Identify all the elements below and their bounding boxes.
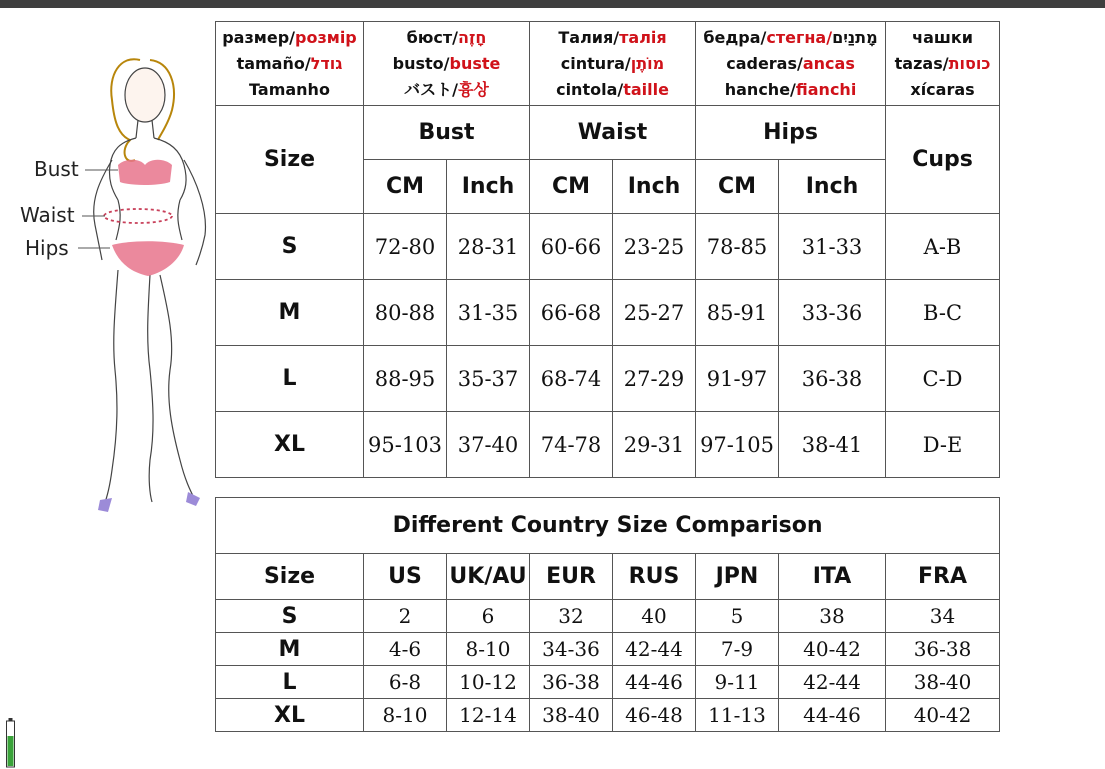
- header-text: ancas: [802, 53, 855, 73]
- comparison-header-row: [216, 554, 1000, 600]
- table-cell: 2: [364, 600, 447, 633]
- header-line: [696, 51, 885, 77]
- table-cell: 6-8: [364, 666, 447, 699]
- header-text: מוֹתֶן: [630, 53, 665, 73]
- header-text: גודל: [310, 53, 343, 73]
- table-cell: 44-46: [613, 666, 696, 699]
- table-row: [216, 633, 1000, 666]
- header-line: [886, 51, 999, 77]
- bust-inch-header: Inch: [447, 160, 530, 214]
- table-cell: 10-12: [447, 666, 530, 699]
- header-line: [886, 25, 999, 51]
- hips-inch-cell: 36-38: [779, 346, 886, 412]
- size-cell: XL: [216, 412, 364, 478]
- header-text: tamaño/: [236, 53, 311, 73]
- table-cell: 34-36: [530, 633, 613, 666]
- table-cell: 9-11: [696, 666, 779, 699]
- header-text: כוסות: [948, 53, 991, 73]
- table-row: [216, 214, 1000, 280]
- bust-cm-header: CM: [364, 160, 447, 214]
- multilang-size-header: [216, 22, 364, 106]
- size-header: Size: [216, 106, 364, 214]
- table-cell: 8-10: [447, 633, 530, 666]
- header-line: [216, 25, 363, 51]
- header-text: מָתנַיִם: [832, 27, 878, 47]
- size-cell: S: [216, 600, 364, 633]
- table-cell: 8-10: [364, 699, 447, 732]
- column-header: ITA: [779, 554, 886, 600]
- header-text: חָזֶה: [457, 27, 487, 47]
- table-cell: 5: [696, 600, 779, 633]
- table-cell: 38-40: [530, 699, 613, 732]
- multilang-header-row: [216, 22, 1000, 106]
- multilang-cups-header: [886, 22, 1000, 106]
- table-cell: 46-48: [613, 699, 696, 732]
- header-text: バスト/: [404, 79, 458, 99]
- header-line: [696, 77, 885, 103]
- cups-cell: B-C: [886, 280, 1000, 346]
- waist-inch-cell: 23-25: [613, 214, 696, 280]
- header-text: buste: [449, 53, 501, 73]
- header-text: стегна/: [766, 27, 833, 47]
- size-cell: L: [216, 346, 364, 412]
- header-text: Талия/: [558, 27, 620, 47]
- table-cell: 40-42: [779, 633, 886, 666]
- hips-label: Hips: [25, 236, 69, 260]
- header-text: cintura/: [560, 53, 631, 73]
- hips-cm-cell: 97-105: [696, 412, 779, 478]
- table-cell: 44-46: [779, 699, 886, 732]
- header-text: розмір: [295, 27, 357, 47]
- model-illustration: [0, 40, 215, 520]
- column-header: US: [364, 554, 447, 600]
- column-header: RUS: [613, 554, 696, 600]
- multilang-bust-header: [364, 22, 530, 106]
- table-row: [216, 346, 1000, 412]
- header-text: tazas/: [894, 53, 949, 73]
- column-header: UK/AU: [447, 554, 530, 600]
- waist-cm-cell: 68-74: [530, 346, 613, 412]
- waist-cm-cell: 66-68: [530, 280, 613, 346]
- header-line: [530, 77, 695, 103]
- size-cell: M: [216, 280, 364, 346]
- waist-cm-cell: 74-78: [530, 412, 613, 478]
- header-line: [886, 77, 999, 103]
- top-bar: [0, 0, 1105, 8]
- waist-inch-cell: 29-31: [613, 412, 696, 478]
- table-cell: 42-44: [779, 666, 886, 699]
- table-cell: 7-9: [696, 633, 779, 666]
- waist-inch-header: Inch: [613, 160, 696, 214]
- waist-inch-cell: 27-29: [613, 346, 696, 412]
- header-line: [216, 77, 363, 103]
- table-cell: 36-38: [530, 666, 613, 699]
- hips-cm-cell: 78-85: [696, 214, 779, 280]
- table-cell: 42-44: [613, 633, 696, 666]
- hips-cm-cell: 91-97: [696, 346, 779, 412]
- hips-cm-cell: 85-91: [696, 280, 779, 346]
- header-text: талія: [619, 27, 667, 47]
- table-cell: 40-42: [886, 699, 1000, 732]
- header-line: [216, 51, 363, 77]
- waist-cm-cell: 60-66: [530, 214, 613, 280]
- header-line: [364, 77, 529, 103]
- waist-header: Waist: [530, 106, 696, 160]
- bust-cm-cell: 95-103: [364, 412, 447, 478]
- hips-inch-cell: 38-41: [779, 412, 886, 478]
- country-comparison-table: [215, 497, 1000, 732]
- hips-cm-header: CM: [696, 160, 779, 214]
- hips-inch-cell: 31-33: [779, 214, 886, 280]
- size-cell: L: [216, 666, 364, 699]
- column-header: Size: [216, 554, 364, 600]
- header-text: чашки: [912, 27, 973, 47]
- header-text: fianchi: [795, 79, 857, 99]
- cups-header: Cups: [886, 106, 1000, 214]
- bust-cm-cell: 72-80: [364, 214, 447, 280]
- table-row: [216, 412, 1000, 478]
- table-cell: 36-38: [886, 633, 1000, 666]
- bust-cm-cell: 88-95: [364, 346, 447, 412]
- table-cell: 40: [613, 600, 696, 633]
- table-cell: 32: [530, 600, 613, 633]
- hips-inch-cell: 33-36: [779, 280, 886, 346]
- bust-cm-cell: 80-88: [364, 280, 447, 346]
- table-row: [216, 600, 1000, 633]
- header-line: [696, 25, 885, 51]
- battery-icon: [6, 718, 15, 768]
- waist-cm-header: CM: [530, 160, 613, 214]
- table-cell: 34: [886, 600, 1000, 633]
- bust-label: Bust: [34, 157, 79, 181]
- header-text: размер/: [222, 27, 295, 47]
- header-text: Tamanho: [249, 79, 330, 99]
- table-cell: 6: [447, 600, 530, 633]
- size-cell: XL: [216, 699, 364, 732]
- bust-inch-cell: 37-40: [447, 412, 530, 478]
- table-row: [216, 699, 1000, 732]
- header-text: бедра/: [703, 27, 767, 47]
- header-text: caderas/: [726, 53, 803, 73]
- table-row: [216, 280, 1000, 346]
- header-line: [530, 25, 695, 51]
- table-row: [216, 666, 1000, 699]
- header-text: taille: [623, 79, 669, 99]
- size-chart-table: [215, 21, 1000, 478]
- hips-header: Hips: [696, 106, 886, 160]
- table-cell: 11-13: [696, 699, 779, 732]
- header-text: 흉상: [457, 79, 489, 99]
- header-text: xícaras: [910, 79, 975, 99]
- cups-cell: D-E: [886, 412, 1000, 478]
- multilang-waist-header: [530, 22, 696, 106]
- table-cell: 38: [779, 600, 886, 633]
- header-text: cintola/: [556, 79, 624, 99]
- header-text: hanche/: [724, 79, 796, 99]
- table-cell: 38-40: [886, 666, 1000, 699]
- column-header: EUR: [530, 554, 613, 600]
- model-figure: [0, 40, 215, 520]
- column-header: JPN: [696, 554, 779, 600]
- size-cell: S: [216, 214, 364, 280]
- bust-inch-cell: 28-31: [447, 214, 530, 280]
- multilang-hips-header: [696, 22, 886, 106]
- column-header: FRA: [886, 554, 1000, 600]
- header-line: [364, 25, 529, 51]
- table-cell: 4-6: [364, 633, 447, 666]
- header-text: busto/: [392, 53, 450, 73]
- cups-cell: C-D: [886, 346, 1000, 412]
- header-text: бюст/: [406, 27, 458, 47]
- bust-inch-cell: 35-37: [447, 346, 530, 412]
- cups-cell: A-B: [886, 214, 1000, 280]
- header-line: [530, 51, 695, 77]
- size-cell: M: [216, 633, 364, 666]
- comparison-title: Different Country Size Comparison: [216, 498, 1000, 554]
- bust-inch-cell: 31-35: [447, 280, 530, 346]
- header-line: [364, 51, 529, 77]
- waist-label: Waist: [20, 203, 75, 227]
- hips-inch-header: Inch: [779, 160, 886, 214]
- table-cell: 12-14: [447, 699, 530, 732]
- bust-header: Bust: [364, 106, 530, 160]
- waist-inch-cell: 25-27: [613, 280, 696, 346]
